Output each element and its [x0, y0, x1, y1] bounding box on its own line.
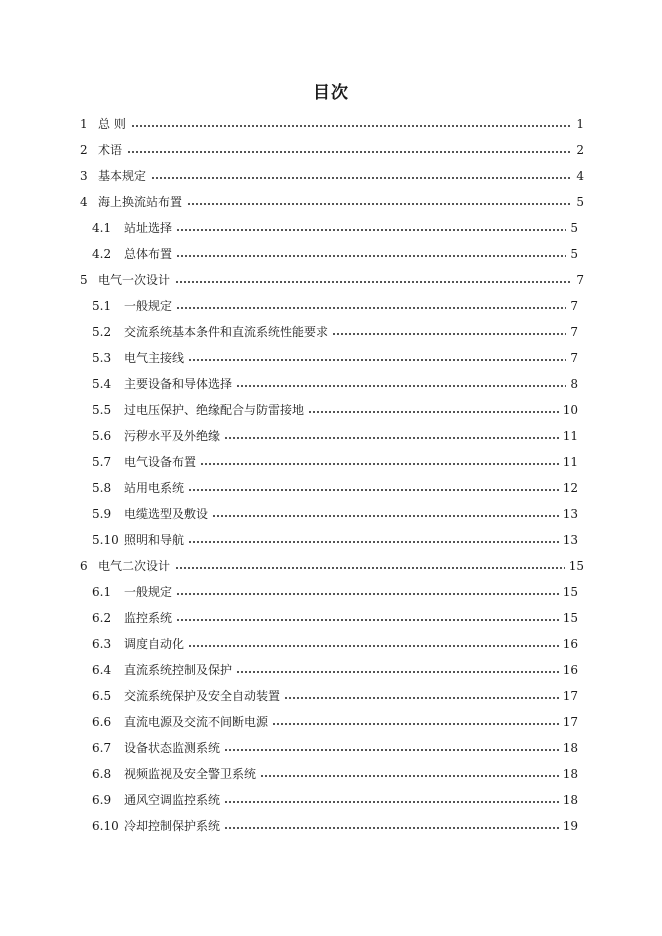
toc-entry-page: 4 — [572, 166, 584, 186]
toc-entry[interactable] — [0, 140, 662, 166]
toc-entry[interactable] — [0, 686, 662, 712]
toc-entry-number: 5.6 — [92, 429, 112, 443]
toc-entry-number: 2 — [80, 143, 88, 157]
toc-entry-page: 5 — [566, 244, 578, 264]
toc-dot-leader — [126, 645, 570, 647]
toc-entry-number: 6.3 — [92, 637, 112, 651]
toc-entry[interactable] — [0, 244, 662, 270]
toc-entry[interactable] — [0, 452, 662, 478]
toc-entry-page: 11 — [559, 426, 578, 446]
toc-entry[interactable] — [0, 296, 662, 322]
toc-entry[interactable] — [0, 114, 662, 140]
toc-entry-title: 总 则 — [98, 114, 130, 134]
toc-entry-title: 直流系统控制及保护 — [124, 660, 236, 680]
toc-entry-title: 视频监视及安全警卫系统 — [124, 764, 260, 784]
toc-entry-page: 5 — [566, 218, 578, 238]
toc-entry-title: 监控系统 — [124, 608, 176, 628]
toc-entry-page: 7 — [566, 322, 578, 342]
table-of-contents — [0, 114, 662, 842]
toc-entry[interactable] — [0, 218, 662, 244]
toc-entry-title: 交流系统保护及安全自动装置 — [124, 686, 284, 706]
toc-entry-title: 主要设备和导体选择 — [124, 374, 236, 394]
toc-entry-number: 5.2 — [92, 325, 112, 339]
toc-entry-page: 16 — [559, 634, 578, 654]
toc-dot-leader — [100, 177, 578, 179]
toc-entry-title: 污秽水平及外绝缘 — [124, 426, 224, 446]
toc-entry-number: 6.7 — [92, 741, 112, 755]
toc-dot-leader — [126, 489, 570, 491]
toc-entry[interactable] — [0, 634, 662, 660]
toc-entry-page: 19 — [559, 816, 578, 836]
toc-entry-page: 15 — [559, 582, 578, 602]
toc-entry-title: 电气一次设计 — [98, 270, 174, 290]
toc-entry-number: 5.3 — [92, 351, 112, 365]
toc-entry-page: 7 — [572, 270, 584, 290]
toc-entry-number: 4 — [80, 195, 88, 209]
toc-entry-page: 5 — [572, 192, 584, 212]
toc-entry-number: 5 — [80, 273, 88, 287]
toc-entry-number: 4.1 — [92, 221, 112, 235]
toc-entry[interactable] — [0, 738, 662, 764]
toc-entry[interactable] — [0, 712, 662, 738]
toc-entry-title: 交流系统基本条件和直流系统性能要求 — [124, 322, 332, 342]
toc-entry-page: 17 — [559, 712, 578, 732]
toc-entry-number: 1 — [80, 117, 88, 131]
toc-dot-leader — [126, 255, 570, 257]
toc-dot-leader — [100, 125, 578, 127]
toc-entry-page: 8 — [566, 374, 578, 394]
toc-entry-page: 7 — [566, 348, 578, 368]
toc-entry-number: 3 — [80, 169, 88, 183]
toc-entry-number: 6.4 — [92, 663, 112, 677]
toc-entry-title: 设备状态监测系统 — [124, 738, 224, 758]
toc-entry[interactable] — [0, 530, 662, 556]
toc-entry-page: 15 — [559, 608, 578, 628]
toc-entry[interactable] — [0, 582, 662, 608]
toc-entry[interactable] — [0, 478, 662, 504]
toc-entry-page: 13 — [559, 530, 578, 550]
toc-entry-title: 站址选择 — [124, 218, 176, 238]
toc-entry-number: 6.10 — [92, 819, 119, 833]
toc-entry-number: 6.8 — [92, 767, 112, 781]
toc-entry-number: 5.1 — [92, 299, 112, 313]
toc-entry[interactable] — [0, 816, 662, 842]
toc-entry[interactable] — [0, 790, 662, 816]
toc-entry[interactable] — [0, 608, 662, 634]
toc-entry[interactable] — [0, 322, 662, 348]
toc-entry-number: 6.5 — [92, 689, 112, 703]
toc-entry-number: 5.5 — [92, 403, 112, 417]
toc-entry[interactable] — [0, 426, 662, 452]
toc-entry-number: 6.6 — [92, 715, 112, 729]
toc-entry-page: 16 — [559, 660, 578, 680]
toc-dot-leader — [126, 541, 570, 543]
toc-entry-number: 5.9 — [92, 507, 112, 521]
toc-entry-number: 5.4 — [92, 377, 112, 391]
toc-entry-page: 11 — [559, 452, 578, 472]
toc-entry-page: 15 — [565, 556, 584, 576]
toc-entry-title: 基本规定 — [98, 166, 150, 186]
toc-entry-page: 10 — [559, 400, 578, 420]
toc-entry-number: 4.2 — [92, 247, 112, 261]
toc-entry-page: 12 — [559, 478, 578, 498]
toc-entry-title: 电气设备布置 — [124, 452, 200, 472]
toc-entry[interactable] — [0, 556, 662, 582]
toc-entry[interactable] — [0, 192, 662, 218]
toc-entry-number: 6.1 — [92, 585, 112, 599]
toc-entry-page: 7 — [566, 296, 578, 316]
toc-entry-title: 总体布置 — [124, 244, 176, 264]
toc-entry[interactable] — [0, 660, 662, 686]
toc-entry-title: 海上换流站布置 — [98, 192, 186, 212]
toc-entry-title: 调度自动化 — [124, 634, 188, 654]
toc-dot-leader — [126, 619, 570, 621]
toc-entry-title: 电缆选型及敷设 — [124, 504, 212, 524]
toc-entry-title: 站用电系统 — [124, 478, 188, 498]
toc-dot-leader — [100, 151, 578, 153]
toc-entry-title: 过电压保护、绝缘配合与防雷接地 — [124, 400, 308, 420]
toc-entry-title: 照明和导航 — [124, 530, 188, 550]
toc-entry-page: 18 — [559, 790, 578, 810]
toc-entry-title: 直流电源及交流不间断电源 — [124, 712, 272, 732]
toc-entry-title: 电气主接线 — [124, 348, 188, 368]
page-title: 目次 — [313, 83, 349, 103]
toc-entry[interactable] — [0, 764, 662, 790]
toc-dot-leader — [126, 307, 570, 309]
toc-entry[interactable] — [0, 504, 662, 530]
toc-entry[interactable] — [0, 166, 662, 192]
toc-entry-title: 通风空调监控系统 — [124, 790, 224, 810]
toc-entry-page: 18 — [559, 738, 578, 758]
toc-entry-title: 术语 — [98, 140, 126, 160]
toc-entry-title: 一般规定 — [124, 582, 176, 602]
toc-dot-leader — [126, 229, 570, 231]
toc-entry-number: 5.8 — [92, 481, 112, 495]
toc-entry[interactable] — [0, 348, 662, 374]
toc-entry-page: 18 — [559, 764, 578, 784]
toc-entry-title: 电气二次设计 — [98, 556, 174, 576]
toc-dot-leader — [126, 593, 570, 595]
toc-entry[interactable] — [0, 374, 662, 400]
toc-entry-page: 17 — [559, 686, 578, 706]
toc-entry-page: 2 — [572, 140, 584, 160]
toc-entry-title: 一般规定 — [124, 296, 176, 316]
toc-dot-leader — [126, 359, 570, 361]
toc-entry-number: 5.10 — [92, 533, 119, 547]
toc-entry-number: 6.9 — [92, 793, 112, 807]
toc-entry[interactable] — [0, 270, 662, 296]
toc-entry-page: 1 — [572, 114, 584, 134]
toc-entry-title: 冷却控制保护系统 — [124, 816, 224, 836]
toc-entry-number: 6.2 — [92, 611, 112, 625]
toc-entry[interactable] — [0, 400, 662, 426]
toc-entry-page: 13 — [559, 504, 578, 524]
toc-entry-number: 6 — [80, 559, 88, 573]
toc-entry-number: 5.7 — [92, 455, 112, 469]
